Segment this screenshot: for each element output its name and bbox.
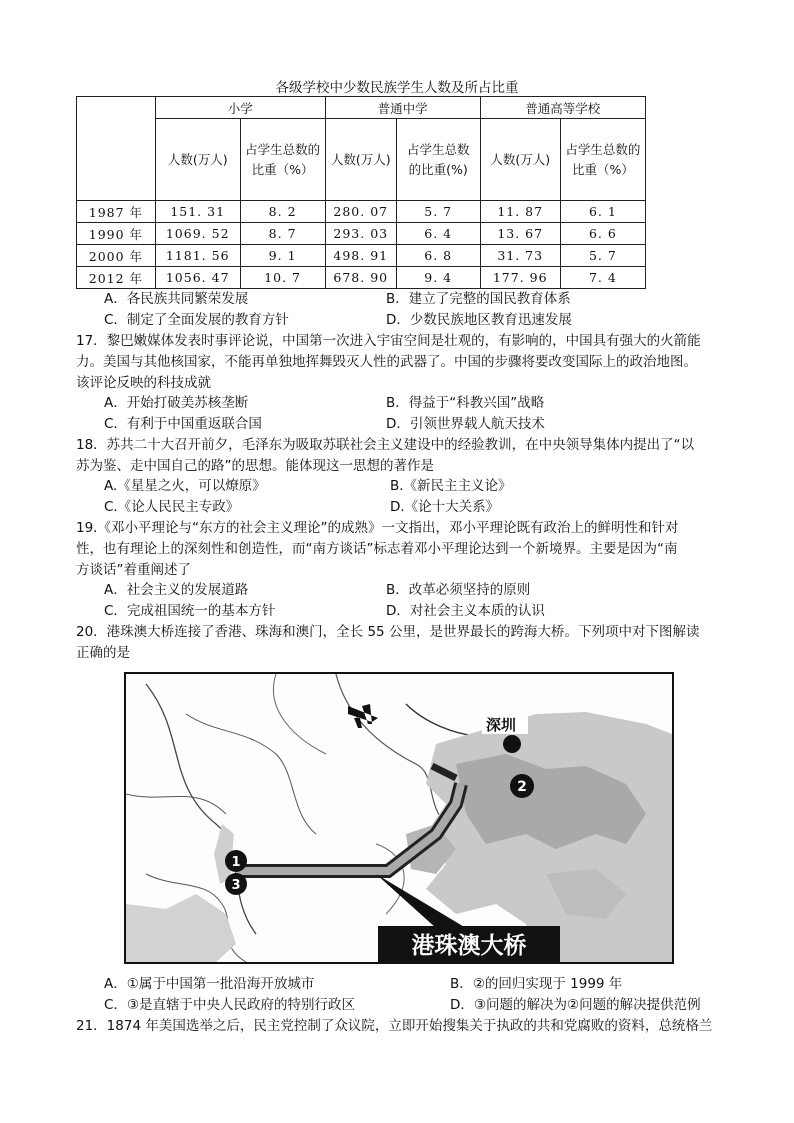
q17-stem-line: 17．黎巴嫩媒体发表时事评论说，中国第一次进入宇宙空间是壮观的，有影响的，中国具有强大的火箭能 <box>76 333 701 349</box>
cell: 9. 1 <box>240 245 325 267</box>
q18-option-c[interactable]: C.《论人民民主专政》 <box>104 499 240 515</box>
cell: 31. 73 <box>480 245 560 267</box>
group-higher: 普通高等学校 <box>480 97 645 119</box>
pearl-river-delta-map <box>124 672 674 964</box>
group-secondary: 普通中学 <box>325 97 480 119</box>
cell: 678. 90 <box>325 267 396 289</box>
col-count: 人数(万人) <box>325 119 396 201</box>
table-row <box>77 223 646 245</box>
col-ratio: 占学生总数的比重(%) <box>396 119 480 201</box>
cell: 10. 7 <box>240 267 325 289</box>
q16-option-d[interactable]: D．少数民族地区教育迅速发展 <box>386 312 572 328</box>
q19-option-b[interactable]: B．改革必须坚持的原则 <box>386 582 531 598</box>
q16-option-a[interactable]: A．各民族共同繁荣发展 <box>104 291 249 307</box>
cell: 5. 7 <box>560 245 645 267</box>
cell: 498. 91 <box>325 245 396 267</box>
q19-option-d[interactable]: D．对社会主义本质的认识 <box>386 603 545 619</box>
col-count: 人数(万人) <box>480 119 560 201</box>
cell: 13. 67 <box>480 223 560 245</box>
cell: 280. 07 <box>325 201 396 223</box>
q16-option-b[interactable]: B．建立了完整的国民教育体系 <box>386 291 571 307</box>
q20-option-b[interactable]: B．②的回归实现于 1999 年 <box>450 976 623 992</box>
cell: 11. 87 <box>480 201 560 223</box>
table-sub-header <box>77 119 646 201</box>
cell: 1056. 47 <box>155 267 240 289</box>
q17-option-b[interactable]: B．得益于“科教兴国”战略 <box>386 395 545 411</box>
cell: 5. 7 <box>396 201 480 223</box>
table-group-header <box>77 97 646 119</box>
shenzhen-dot <box>503 735 521 753</box>
cell: 8. 7 <box>240 223 325 245</box>
col-ratio: 占学生总数的比重（%） <box>560 119 645 201</box>
q19-option-c[interactable]: C．完成祖国统一的基本方针 <box>104 603 276 619</box>
q17-stem-line: 力。美国与其他核国家，不能再单独地挥舞毁灭人性的武器了。中国的步骤将要改变国际上的政治地图。 <box>76 354 697 370</box>
cell: 1181. 56 <box>155 245 240 267</box>
q18-option-d[interactable]: D.《论十大关系》 <box>390 499 500 515</box>
cell: 6. 6 <box>560 223 645 245</box>
q19-stem-line: 方谈话”着重阐述了 <box>76 562 191 578</box>
q21-stem-line: 21．1874 年美国选举之后，民主党控制了众议院，立即开始搜集关于执政的共和党腐败的资料，总统格兰 <box>76 1018 713 1034</box>
cell: 6. 1 <box>560 201 645 223</box>
q19-stem-line: 性，也有理论上的深刻性和创造性，而“南方谈话”标志着邓小平理论达到一个新境界。主要是因为“南 <box>76 541 678 557</box>
table-row <box>77 201 646 223</box>
marker-1-number: 1 <box>231 855 241 870</box>
q18-stem-line: 18．苏共二十大召开前夕，毛泽东为吸取苏联社会主义建设中的经验教训，在中央领导集体内提出了“以 <box>76 437 695 453</box>
minority-students-table <box>76 96 646 289</box>
cell: 6. 4 <box>396 223 480 245</box>
q18-stem-line: 苏为鉴、走中国自己的路”的思想。能体现这一思想的著作是 <box>76 458 434 474</box>
q17-stem-line: 该评论反映的科技成就 <box>76 375 211 391</box>
marker-2-number: 2 <box>517 779 527 795</box>
cell: 1069. 52 <box>155 223 240 245</box>
q20-option-d[interactable]: D．③问题的解决为②问题的解决提供范例 <box>450 997 701 1013</box>
q18-option-a[interactable]: A.《星星之火，可以燎原》 <box>104 478 266 494</box>
bridge-label: 港珠澳大桥 <box>411 933 527 959</box>
cell: 177. 96 <box>480 267 560 289</box>
q19-option-a[interactable]: A．社会主义的发展道路 <box>104 582 249 598</box>
cell: 9. 4 <box>396 267 480 289</box>
table-corner-cell <box>77 97 156 201</box>
q20-option-c[interactable]: C．③是直辖于中央人民政府的特别行政区 <box>104 997 356 1013</box>
group-primary: 小学 <box>155 97 325 119</box>
table-row <box>77 245 646 267</box>
row-year: 2012 年 <box>77 267 156 289</box>
col-count: 人数(万人) <box>155 119 240 201</box>
q18-option-b[interactable]: B.《新民主主义论》 <box>390 478 512 494</box>
cell: 151. 31 <box>155 201 240 223</box>
cell: 6. 8 <box>396 245 480 267</box>
q17-option-d[interactable]: D．引领世界载人航天技术 <box>386 416 545 432</box>
q17-option-c[interactable]: C．有利于中国重返联合国 <box>104 416 262 432</box>
row-year: 1987 年 <box>77 201 156 223</box>
col-ratio: 占学生总数的比重（%） <box>240 119 325 201</box>
table-row <box>77 267 646 289</box>
q19-stem-line: 19.《邓小平理论与“东方的社会主义理论”的成熟》一文指出，邓小平理论既有政治上的鲜明性和针对 <box>76 520 679 536</box>
map-drawing <box>126 674 672 962</box>
cell: 7. 4 <box>560 267 645 289</box>
marker-3-number: 3 <box>231 878 241 893</box>
row-year: 1990 年 <box>77 223 156 245</box>
cell: 8. 2 <box>240 201 325 223</box>
q20-option-a[interactable]: A．①属于中国第一批沿海开放城市 <box>104 976 315 992</box>
row-year: 2000 年 <box>77 245 156 267</box>
q20-stem-line: 20．港珠澳大桥连接了香港、珠海和澳门，全长 55 公里，是世界最长的跨海大桥。下列项中对下图解读 <box>76 624 700 640</box>
shenzhen-label: 深圳 <box>486 716 517 734</box>
q17-option-a[interactable]: A．开始打破美苏核垄断 <box>104 395 249 411</box>
table-caption: 各级学校中少数民族学生人数及所占比重 <box>275 80 519 96</box>
q20-stem-line: 正确的是 <box>76 645 130 661</box>
cell: 293. 03 <box>325 223 396 245</box>
q16-option-c[interactable]: C．制定了全面发展的教育方针 <box>104 312 289 328</box>
